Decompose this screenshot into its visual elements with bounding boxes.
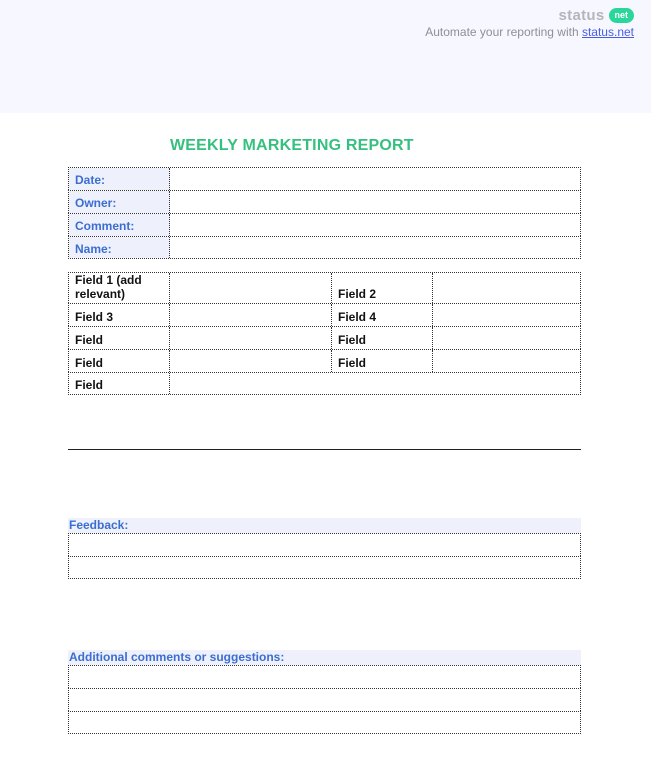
field-table xyxy=(68,272,581,395)
tagline xyxy=(425,25,634,39)
info-row-owner xyxy=(68,190,581,213)
feedback-line[interactable] xyxy=(68,556,581,579)
field-label: Field xyxy=(69,350,170,372)
info-table xyxy=(68,167,581,259)
field-value-cell[interactable] xyxy=(433,273,580,303)
brand-badge: net xyxy=(609,8,635,23)
report-title: WEEKLY MARKETING REPORT xyxy=(170,137,414,154)
field-value-cell[interactable] xyxy=(170,304,332,326)
info-label: Name: xyxy=(69,237,170,258)
field-label: Field xyxy=(332,350,433,372)
feedback-section xyxy=(68,518,581,579)
field-label: Field 3 xyxy=(69,304,170,326)
brand-logo[interactable] xyxy=(559,7,634,24)
date-field[interactable] xyxy=(170,168,580,190)
field-label: Field 2 xyxy=(332,273,433,303)
feedback-lines xyxy=(68,533,581,579)
field-value-cell[interactable] xyxy=(433,350,580,372)
feedback-heading: Feedback: xyxy=(68,518,581,533)
info-label: Date: xyxy=(69,168,170,190)
field-value-cell[interactable] xyxy=(433,327,580,349)
tagline-link[interactable]: status.net xyxy=(581,25,634,39)
info-row-date xyxy=(68,167,581,190)
field-label: Field xyxy=(69,373,170,394)
table-row xyxy=(68,372,581,395)
field-value-cell[interactable] xyxy=(170,373,580,394)
table-row xyxy=(68,272,581,303)
field-label: Field 4 xyxy=(332,304,433,326)
header-band xyxy=(0,0,651,113)
comments-section xyxy=(68,650,581,734)
name-field[interactable] xyxy=(170,237,580,258)
field-label: Field xyxy=(332,327,433,349)
table-row xyxy=(68,326,581,349)
info-label: Owner: xyxy=(69,191,170,213)
comments-line[interactable] xyxy=(68,711,581,734)
comments-line[interactable] xyxy=(68,688,581,711)
info-row-comment xyxy=(68,213,581,236)
owner-field[interactable] xyxy=(170,191,580,213)
tagline-text: Automate your reporting with xyxy=(425,25,582,39)
field-value-cell[interactable] xyxy=(170,350,332,372)
table-row xyxy=(68,349,581,372)
field-label: Field xyxy=(69,327,170,349)
divider xyxy=(68,449,581,450)
comments-heading: Additional comments or suggestions: xyxy=(68,650,581,665)
comments-line[interactable] xyxy=(68,665,581,688)
field-label: Field 1 (add relevant) xyxy=(69,273,170,303)
table-row xyxy=(68,303,581,326)
field-value-cell[interactable] xyxy=(170,327,332,349)
feedback-line[interactable] xyxy=(68,533,581,556)
field-value-cell[interactable] xyxy=(170,273,332,303)
field-value-cell[interactable] xyxy=(433,304,580,326)
brand-name: status xyxy=(558,7,605,24)
info-row-name xyxy=(68,236,581,259)
comments-lines xyxy=(68,665,581,734)
info-label: Comment: xyxy=(69,214,170,236)
comment-field[interactable] xyxy=(170,214,580,236)
